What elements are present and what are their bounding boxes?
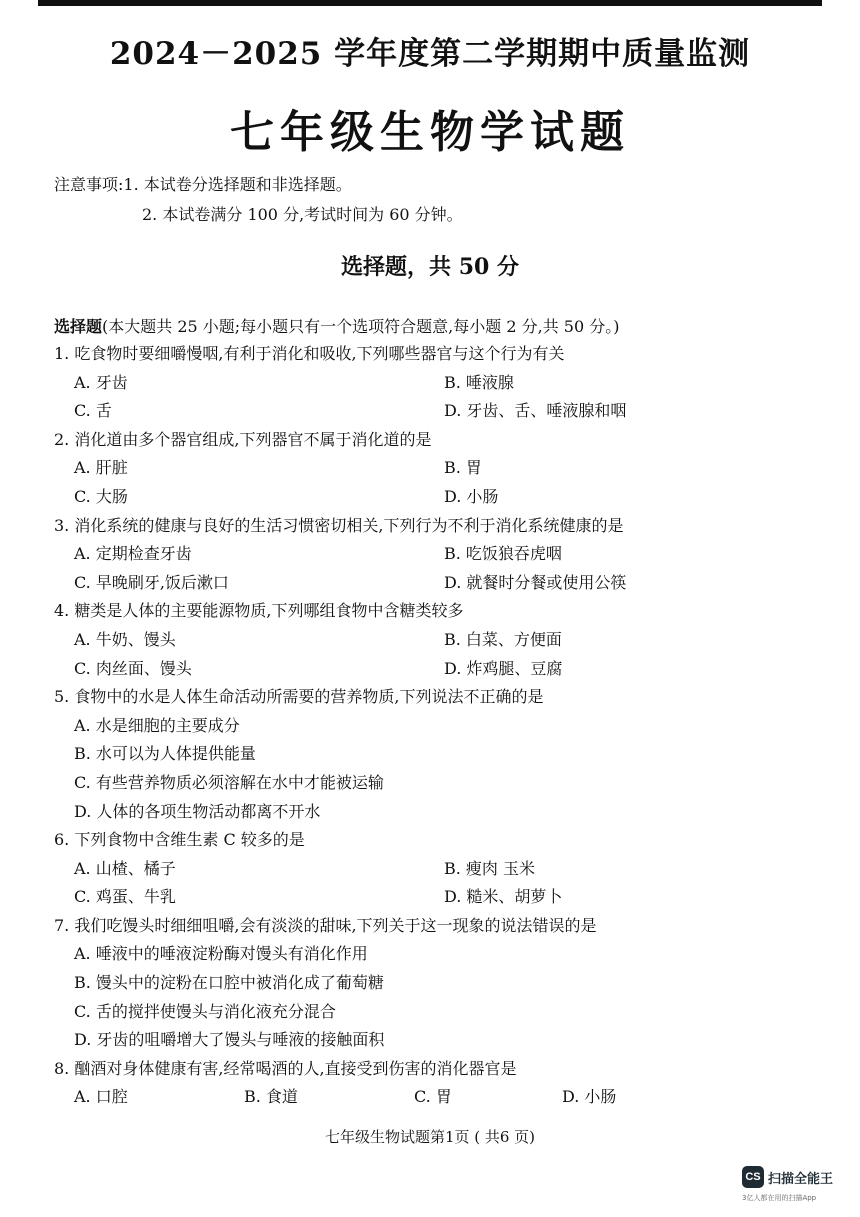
question-4-option-a: A. 牛奶、馒头 xyxy=(74,629,176,649)
question-4-options-row-1 xyxy=(54,626,814,655)
question-5-option-a: A. 水是细胞的主要成分 xyxy=(74,715,240,735)
scanner-watermark xyxy=(742,1166,833,1188)
question-3-stem: 3. 消化系统的健康与良好的生活习惯密切相关,下列行为不利于消化系统健康的是 xyxy=(54,515,624,535)
question-7-option-a: A. 唾液中的唾液淀粉酶对馒头有消化作用 xyxy=(74,944,368,964)
question-3-option-c: C. 早晚刷牙,饭后漱口 xyxy=(74,572,229,592)
question-2-option-d: D. 小肠 xyxy=(444,486,499,506)
question-list xyxy=(54,340,814,1112)
question-3-options-row-2 xyxy=(54,569,814,598)
question-6-options-row-1 xyxy=(54,855,814,884)
question-1-options-row-1 xyxy=(54,369,814,398)
instr-text: (本大题共 25 小题;每小题只有一个选项符合题意,每小题 2 分,共 50 分。) xyxy=(102,317,620,336)
question-7-stem: 7. 我们吃馒头时细细咀嚼,会有淡淡的甜味,下列关于这一现象的说法错误的是 xyxy=(54,915,597,935)
section-title: 选择题，共 50 分 xyxy=(341,254,519,280)
question-6-options-row-2 xyxy=(54,883,814,912)
top-border xyxy=(38,0,822,6)
question-8-stem: 8. 酗酒对身体健康有害,经常喝酒的人,直接受到伤害的消化器官是 xyxy=(54,1058,517,1078)
question-8-options-row xyxy=(54,1083,814,1112)
question-2-option-b: B. 胃 xyxy=(444,458,482,478)
question-3-option-d: D. 就餐时分餐或使用公筷 xyxy=(444,572,627,592)
question-3-option-b: B. 吃饭狼吞虎咽 xyxy=(444,544,562,564)
question-6-option-c: C. 鸡蛋、牛乳 xyxy=(74,887,176,907)
question-4-option-c: C. 肉丝面、馒头 xyxy=(74,658,192,678)
question-7-option-d: D. 牙齿的咀嚼增大了馒头与唾液的接触面积 xyxy=(74,1030,385,1050)
question-5-stem: 5. 食物中的水是人体生命活动所需要的营养物质,下列说法不正确的是 xyxy=(54,687,544,707)
question-5-option-b: B. 水可以为人体提供能量 xyxy=(74,744,256,764)
question-4-options-row-2 xyxy=(54,655,814,684)
section-instructions xyxy=(54,314,619,337)
question-2-stem: 2. 消化道由多个器官组成,下列器官不属于消化道的是 xyxy=(54,429,432,449)
exam-name: 2024－2025 学年度第二学期期中质量监测 xyxy=(109,36,751,72)
paper-title: 七年级生物学试题 xyxy=(230,107,630,158)
note-line-1: 注意事项:1. 本试卷分选择题和非选择题。 xyxy=(54,175,352,194)
question-1-option-d: D. 牙齿、舌、唾液腺和咽 xyxy=(444,401,627,421)
question-1-option-b: B. 唾液腺 xyxy=(444,372,514,392)
question-8-option-c: C. 胃 xyxy=(414,1087,452,1107)
question-7-option-b: B. 馒头中的淀粉在口腔中被消化成了葡萄糖 xyxy=(74,973,384,993)
question-1-option-a: A. 牙齿 xyxy=(74,372,128,392)
question-4-option-b: B. 白菜、方便面 xyxy=(444,629,562,649)
instr-label: 选择题 xyxy=(54,317,103,336)
question-6-option-d: D. 糙米、胡萝卜 xyxy=(444,887,563,907)
question-1-stem: 1. 吃食物时要细嚼慢咽,有利于消化和吸收,下列哪些器官与这个行为有关 xyxy=(54,344,565,363)
question-2-option-a: A. 肝脏 xyxy=(74,458,128,478)
question-3-options-row-1 xyxy=(54,540,814,569)
question-2-options-row-2 xyxy=(54,483,814,512)
question-4-option-d: D. 炸鸡腿、豆腐 xyxy=(444,658,563,678)
question-8-option-b: B. 食道 xyxy=(244,1087,298,1107)
question-8-option-a: A. 口腔 xyxy=(74,1087,128,1107)
question-1-option-c: C. 舌 xyxy=(74,401,112,421)
question-6-stem: 6. 下列食物中含维生素 C 较多的是 xyxy=(54,830,305,850)
camscanner-logo-icon: CS xyxy=(742,1166,764,1188)
scanner-tagline: 3亿人都在用的扫描App xyxy=(742,1194,817,1202)
question-6-option-b: B. 瘦肉 玉米 xyxy=(444,858,536,878)
question-2-options-row-1 xyxy=(54,454,814,483)
question-1-options-row-2 xyxy=(54,397,814,426)
page-footer: 七年级生物试题第1页 ( 共6 页) xyxy=(324,1128,536,1146)
question-6-option-a: A. 山楂、橘子 xyxy=(74,858,176,878)
note-line-2: 2. 本试卷满分 100 分,考试时间为 60 分钟。 xyxy=(142,205,463,224)
question-4-stem: 4. 糖类是人体的主要能源物质,下列哪组食物中含糖类较多 xyxy=(54,601,464,621)
scanner-app-name: 扫描全能王 xyxy=(768,1171,834,1187)
question-7-option-c: C. 舌的搅拌使馒头与消化液充分混合 xyxy=(74,1001,336,1021)
notes xyxy=(54,170,463,230)
question-8-option-d: D. 小肠 xyxy=(562,1087,617,1107)
question-5-option-d: D. 人体的各项生物活动都离不开水 xyxy=(74,801,321,821)
question-5-option-c: C. 有些营养物质必须溶解在水中才能被运输 xyxy=(74,772,384,792)
question-2-option-c: C. 大肠 xyxy=(74,486,128,506)
question-3-option-a: A. 定期检查牙齿 xyxy=(74,544,192,564)
